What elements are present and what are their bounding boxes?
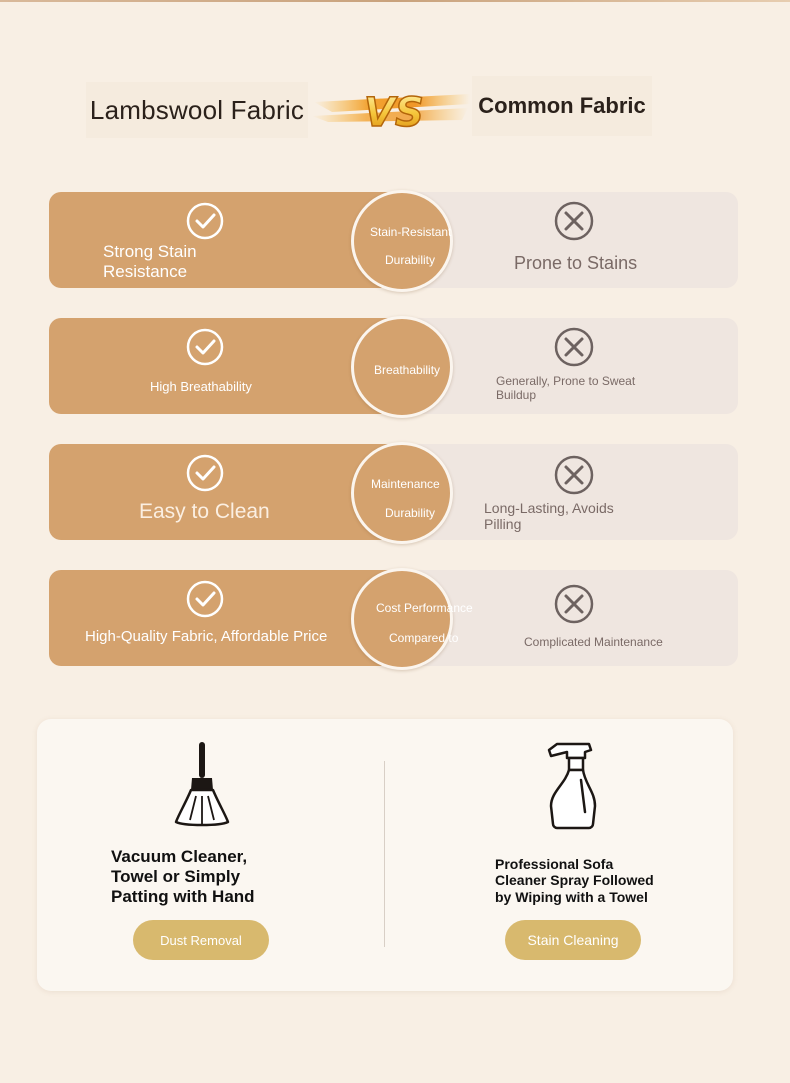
category-badge <box>351 568 473 670</box>
cross-icon <box>554 455 594 495</box>
category-badge <box>351 442 453 544</box>
dust-removal-button[interactable]: Dust Removal <box>133 920 269 960</box>
lambswool-feature: Easy to Clean <box>139 500 270 523</box>
category-badge <box>351 190 453 292</box>
lambswool-feature: High Breathability <box>150 379 252 394</box>
category-sublabel: Durability <box>385 506 436 520</box>
top-border <box>0 0 790 2</box>
cross-icon <box>554 584 594 624</box>
common-feature: Long-Lasting, Avoids Pilling <box>484 500 614 533</box>
lambswool-header <box>86 82 308 138</box>
spray-bottle-icon <box>545 740 603 830</box>
common-feature: Generally, Prone to Sweat Buildup <box>496 374 636 402</box>
check-icon <box>186 580 224 618</box>
common-title: Common Fabric <box>478 93 646 118</box>
lambswool-title: Lambswool Fabric <box>89 94 305 125</box>
category-sublabel: Compared to <box>389 631 459 645</box>
category-label: Breathability <box>374 363 441 377</box>
stain-cleaning-button[interactable]: Stain Cleaning <box>505 920 641 960</box>
svg-text:VS: VS <box>364 90 424 136</box>
cross-icon <box>554 327 594 367</box>
check-icon <box>186 328 224 366</box>
comparison-row-maintenance <box>49 444 738 540</box>
comparison-row-stain <box>49 192 738 288</box>
category-label: Maintenance <box>371 477 440 491</box>
comparison-row-breathability <box>49 318 738 414</box>
cross-icon <box>554 201 594 241</box>
comparison-row-cost <box>49 570 738 666</box>
category-badge <box>351 316 453 418</box>
category-label: Stain-Resistant <box>370 225 452 239</box>
check-icon <box>186 202 224 240</box>
common-header <box>472 76 652 136</box>
vs-badge-icon <box>312 82 472 138</box>
lambswool-feature: Strong Stain Resistance <box>103 242 197 281</box>
stain-cleaning-instructions: Professional Sofa Cleaner Spray Followed by Wiping with a Towel <box>495 856 654 905</box>
common-feature: Complicated Maintenance <box>524 635 663 649</box>
category-label: Cost Performance <box>376 601 473 615</box>
lambswool-feature: High-Quality Fabric, Affordable Price <box>85 628 328 645</box>
category-sublabel: Durability <box>385 253 436 267</box>
divider <box>384 761 385 947</box>
brush-icon <box>172 740 232 830</box>
check-icon <box>186 454 224 492</box>
dust-removal-instructions: Vacuum Cleaner, Towel or Simply Patting with Hand <box>111 847 255 906</box>
common-feature: Prone to Stains <box>514 253 638 273</box>
care-instructions-card <box>37 719 733 991</box>
